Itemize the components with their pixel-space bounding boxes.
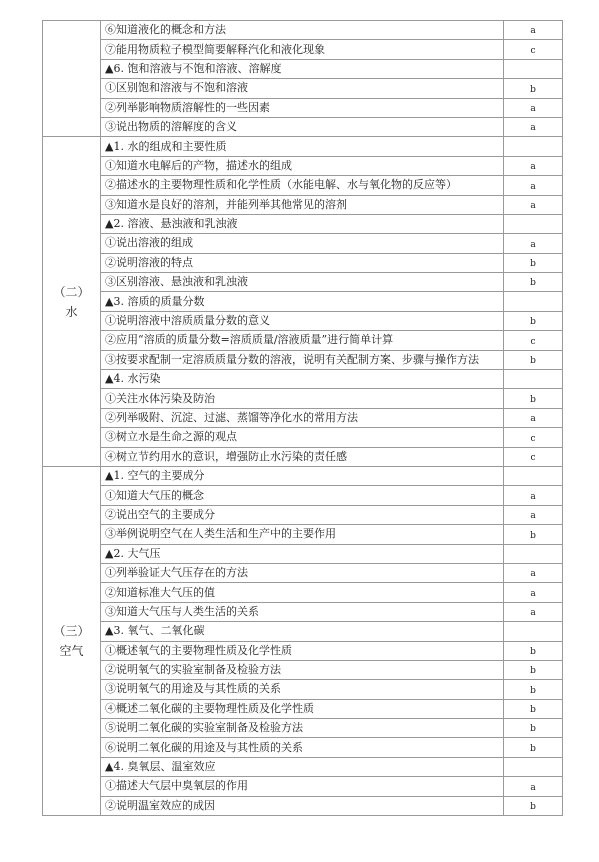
requirement-text: ③区别溶液、悬浊液和乳浊液	[101, 273, 504, 292]
level-cell: b	[504, 79, 563, 98]
section-name: 水	[65, 304, 78, 319]
requirement-text: ①描述大气层中臭氧层的作用	[101, 777, 504, 796]
topic-heading: ▲1. 水的组成和主要性质	[101, 137, 504, 156]
requirement-text: ③说出物质的溶解度的含义	[101, 117, 504, 136]
level-cell: b	[504, 350, 563, 369]
topic-heading: ▲4. 臭氧层、温室效应	[101, 757, 504, 776]
level-cell: b	[504, 719, 563, 738]
level-cell	[504, 214, 563, 233]
table-row	[43, 602, 563, 621]
table-row	[43, 21, 563, 40]
table-row	[43, 525, 563, 544]
level-cell: c	[504, 447, 563, 466]
table-row	[43, 253, 563, 272]
topic-heading: ▲2. 大气压	[101, 544, 504, 563]
table-row	[43, 447, 563, 466]
section-name: 空气	[59, 644, 84, 658]
section-label-cell	[43, 466, 101, 815]
requirement-text: ⑥知道液化的概念和方法	[101, 21, 504, 40]
table-row	[43, 486, 563, 505]
requirement-text: ⑦能用物质粒子模型简要解释汽化和液化现象	[101, 40, 504, 59]
requirement-text: ①概述氧气的主要物理性质及化学性质	[101, 641, 504, 660]
level-cell: a	[504, 583, 563, 602]
level-cell	[504, 757, 563, 776]
requirement-text: ②说明氧气的实验室制备及检验方法	[101, 660, 504, 679]
requirement-text: ③举例说明空气在人类生活和生产中的主要作用	[101, 525, 504, 544]
level-cell: b	[504, 389, 563, 408]
topic-heading: ▲2. 溶液、悬浊液和乳浊液	[101, 214, 504, 233]
level-cell: b	[504, 738, 563, 757]
requirement-text: ①说出溶液的组成	[101, 234, 504, 253]
level-cell: b	[504, 660, 563, 679]
table-row	[43, 738, 563, 757]
syllabus-table	[42, 20, 563, 816]
topic-heading: ▲3. 氧气、二氧化碳	[101, 622, 504, 641]
level-cell: b	[504, 525, 563, 544]
level-cell: a	[504, 777, 563, 796]
section-label-cell	[43, 137, 101, 467]
level-cell: a	[504, 234, 563, 253]
topic-heading-row	[43, 370, 563, 389]
table-row	[43, 777, 563, 796]
table-row	[43, 660, 563, 679]
table-row	[43, 428, 563, 447]
table-row	[43, 156, 563, 175]
requirement-text: ②知道标准大气压的值	[101, 583, 504, 602]
level-cell	[504, 544, 563, 563]
table-row	[43, 796, 563, 815]
table-row	[43, 563, 563, 582]
level-cell: a	[504, 563, 563, 582]
topic-heading-row	[43, 292, 563, 311]
table-row	[43, 98, 563, 117]
requirement-text: ⑥说明二氧化碳的用途及与其性质的关系	[101, 738, 504, 757]
requirement-text-wrapped: ③按要求配制一定溶质质量分数的溶液，说明有关配制方案、步骤与操作方法	[105, 352, 479, 366]
level-cell: a	[504, 176, 563, 195]
level-cell: a	[504, 486, 563, 505]
section-number: （二）	[53, 284, 90, 299]
requirement-text: ①列举验证大气压存在的方法	[101, 563, 504, 582]
requirement-text: ⑤说明二氧化碳的实验室制备及检验方法	[101, 719, 504, 738]
requirement-text: ②应用“溶质的质量分数=溶质质量/溶液质量”进行简单计算	[101, 331, 504, 350]
table-row	[43, 719, 563, 738]
topic-heading: ▲1. 空气的主要成分	[101, 466, 504, 485]
level-cell: a	[504, 602, 563, 621]
level-cell	[504, 466, 563, 485]
requirement-text: ①说明溶液中溶质质量分数的意义	[101, 311, 504, 330]
table-row	[43, 680, 563, 699]
table-row	[43, 311, 563, 330]
table-row	[43, 273, 563, 292]
table-row	[43, 408, 563, 427]
topic-heading-row	[43, 544, 563, 563]
table-row	[43, 505, 563, 524]
topic-heading: ▲6. 饱和溶液与不饱和溶液、溶解度	[101, 59, 504, 78]
requirement-text: ③知道大气压与人类生活的关系	[101, 602, 504, 621]
topic-heading-row	[43, 214, 563, 233]
syllabus-table-body	[43, 21, 563, 816]
level-cell: a	[504, 505, 563, 524]
topic-heading-row	[43, 622, 563, 641]
level-cell	[504, 622, 563, 641]
requirement-text: ②列举影响物质溶解性的一些因素	[101, 98, 504, 117]
level-cell: b	[504, 311, 563, 330]
level-cell	[504, 292, 563, 311]
requirement-text: ②列举吸附、沉淀、过滤、蒸馏等净化水的常用方法	[101, 408, 504, 427]
requirement-text: ②描述水的主要物理性质和化学性质（水能电解、水与氧化物的反应等）	[101, 176, 504, 195]
level-cell: a	[504, 117, 563, 136]
topic-heading: ▲3. 溶质的质量分数	[101, 292, 504, 311]
table-row	[43, 79, 563, 98]
requirement-text: ①知道水电解后的产物，描述水的组成	[101, 156, 504, 175]
level-cell: c	[504, 428, 563, 447]
level-cell: b	[504, 699, 563, 718]
level-cell: b	[504, 253, 563, 272]
requirement-text: ①关注水体污染及防治	[101, 389, 504, 408]
level-cell: b	[504, 796, 563, 815]
table-row	[43, 195, 563, 214]
requirement-text: ①知道大气压的概念	[101, 486, 504, 505]
topic-heading-row	[43, 59, 563, 78]
table-row	[43, 234, 563, 253]
level-cell: c	[504, 40, 563, 59]
table-row	[43, 389, 563, 408]
requirement-text: ③知道水是良好的溶剂，并能列举其他常见的溶剂	[101, 195, 504, 214]
level-cell	[504, 137, 563, 156]
table-row	[43, 117, 563, 136]
level-cell	[504, 370, 563, 389]
table-row	[43, 350, 563, 369]
table-row	[43, 699, 563, 718]
requirement-text: ①区别饱和溶液与不饱和溶液	[101, 79, 504, 98]
table-row	[43, 583, 563, 602]
level-cell	[504, 59, 563, 78]
requirement-text: ④树立节约用水的意识，增强防止水污染的责任感	[101, 447, 504, 466]
requirement-text: ③说明氧气的用途及与其性质的关系	[101, 680, 504, 699]
table-row	[43, 641, 563, 660]
table-row	[43, 176, 563, 195]
requirement-text: ②说明温室效应的成因	[101, 796, 504, 815]
requirement-text: ③树立水是生命之源的观点	[101, 428, 504, 447]
level-cell: c	[504, 331, 563, 350]
level-cell: b	[504, 641, 563, 660]
table-row	[43, 331, 563, 350]
topic-heading-row	[43, 466, 563, 485]
level-cell: a	[504, 156, 563, 175]
section-number: （三）	[53, 624, 90, 638]
level-cell: a	[504, 195, 563, 214]
level-cell: b	[504, 680, 563, 699]
requirement-text: ②说明溶液的特点	[101, 253, 504, 272]
level-cell: b	[504, 273, 563, 292]
section-label-cell	[43, 21, 101, 137]
topic-heading-row	[43, 137, 563, 156]
topic-heading: ▲4. 水污染	[101, 370, 504, 389]
level-cell: a	[504, 98, 563, 117]
requirement-text: ④概述二氧化碳的主要物理性质及化学性质	[101, 699, 504, 718]
level-cell: a	[504, 21, 563, 40]
topic-heading-row	[43, 757, 563, 776]
table-row	[43, 40, 563, 59]
level-cell: a	[504, 408, 563, 427]
requirement-text: ②说出空气的主要成分	[101, 505, 504, 524]
requirement-text	[101, 350, 504, 369]
